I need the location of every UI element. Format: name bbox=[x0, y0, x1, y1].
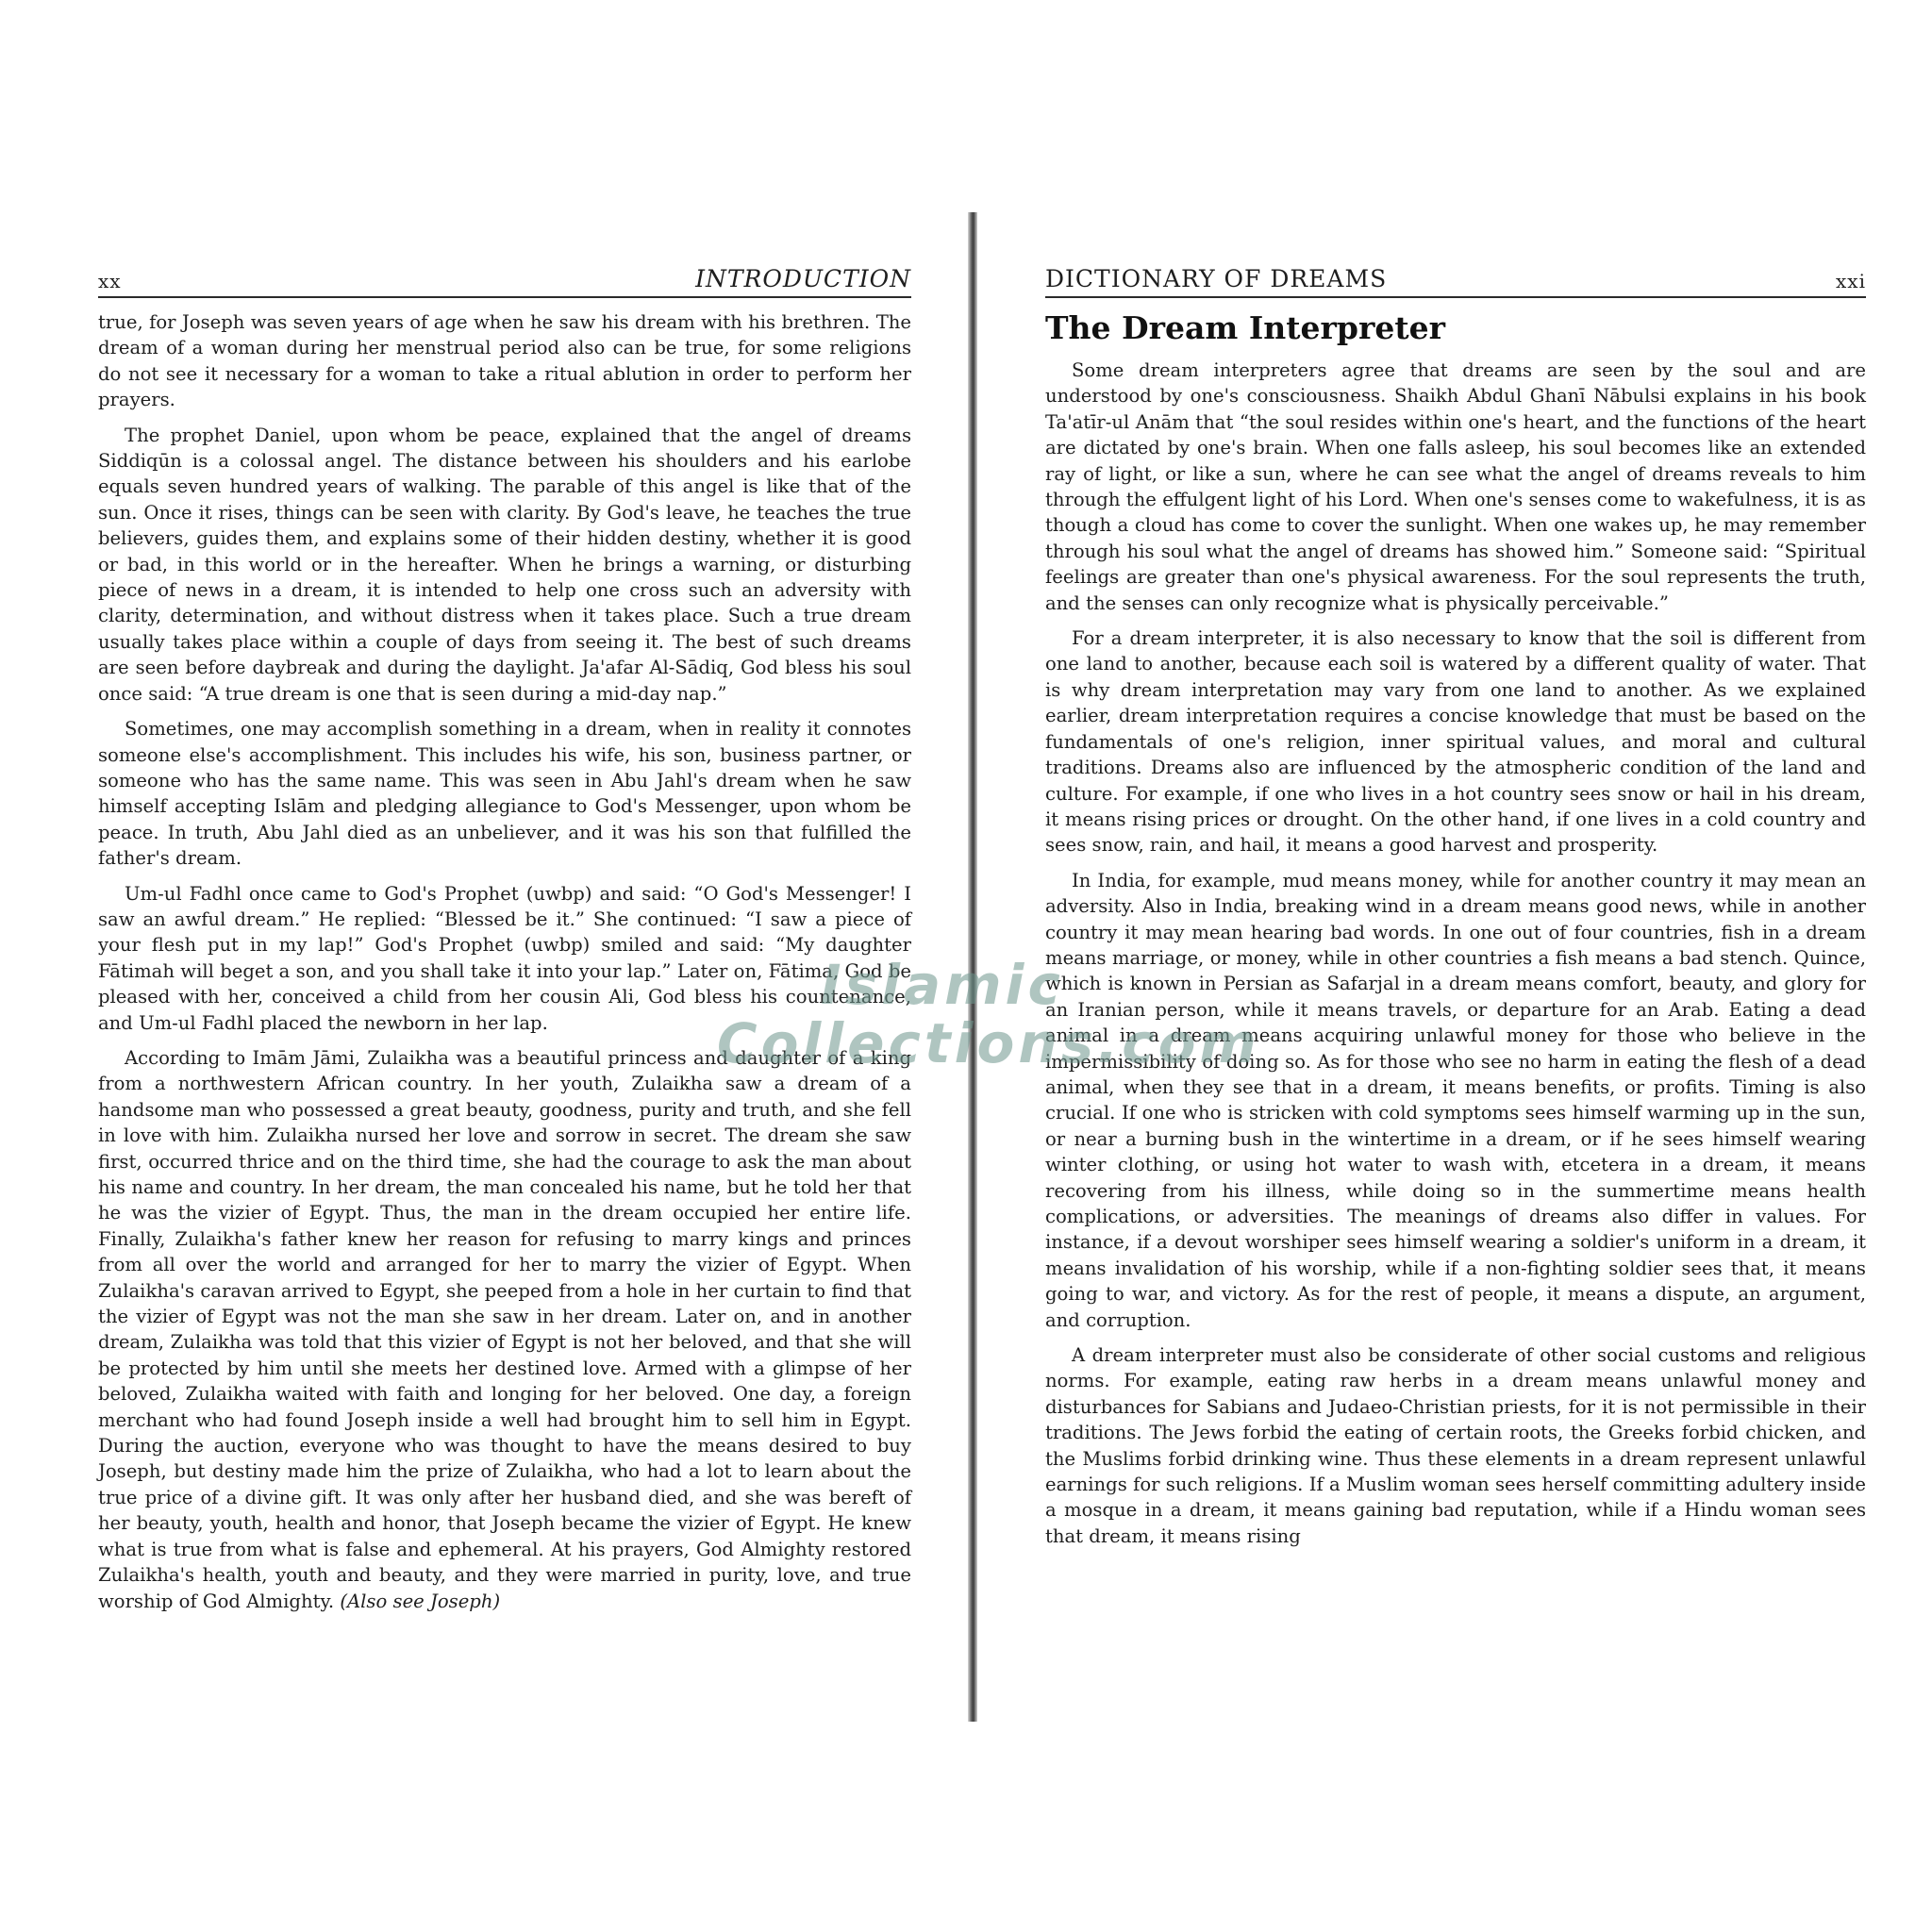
right-paragraph: A dream interpreter must also be considerate of other social customs and religious norms. For example, eating raw herbs in a dream means unlawful money and disturbances for Sabians and Judaeo-Christian priests, for it is not permissible in their traditions. The Jews forbid the eating of certain roots, the Greeks forbid chicken, and the Muslims forbid drinking wine. Thus these elements in a dream represent unlawful earnings for such religions. If a Muslim woman sees herself committing adultery inside a mosque in a dream, it means gaining bad reputation, while if a Hindu woman sees that dream, it means rising bbox=[1045, 1344, 1866, 1547]
left-running-title: INTRODUCTION bbox=[695, 265, 911, 292]
right-paragraph: For a dream interpreter, it is also necessary to know that the soil is different from one land to another, because each soil is watered by a different quality of water. That is why dream interpretation may vary from one land to another. As we explained earlier, dream interpretation requires a concise knowledge that must be based on the fundamentals of one's religion, inner spiritual values, and moral and cultural traditions. Dreams also are influenced by the atmospheric condition of the land and culture. For example, if one who lives in a hot country sees snow or hail in his dream, it means rising prices or drought. On the other hand, if one lives in a cold country and sees snow, rain, and hail, it means a good harvest and prosperity. bbox=[1045, 627, 1866, 857]
section-title: The Dream Interpreter bbox=[1045, 309, 1445, 346]
left-paragraph-last bbox=[98, 1045, 911, 1614]
left-paragraph: The prophet Daniel, upon whom be peace, explained that the angel of dreams Siddiqūn is a colossal angel. The distance between his shoulders and his earlobe equals seven hundred years of walking. The parable of this angel is like that of the sun. Once it rises, things can be seen with clarity. By God's leave, he teaches the true believers, guides them, and explains some of their hidden destiny, whether it is good or bad, in this world or in the hereafter. When he brings a warning, or disturbing piece of news in a dream, it is intended to help one cross such an adversity with clarity, determination, and without distress when it takes place. Such a true dream usually takes place within a couple of days from seeing it. The best of such dreams are seen before daybreak and during the daylight. Ja'afar Al-Sādiq, God bless his soul once said: “A true dream is one that is seen during a mid-day nap.” bbox=[98, 424, 911, 705]
right-page bbox=[1045, 255, 1866, 1558]
left-paragraph: true, for Joseph was seven years of age when he saw his dream with his brethren. The dream of a woman during her menstrual period also can be true, for some religions do not see it necessary for a woman to take a ritual ablution in order to perform her prayers. bbox=[98, 311, 911, 411]
book-gutter bbox=[968, 212, 977, 1722]
right-page-number: xxi bbox=[1836, 270, 1866, 292]
watermark-line-2: Collections.com bbox=[717, 1011, 1260, 1075]
zulaikha-paragraph-text: According to Imām Jāmi, Zulaikha was a beautiful princess and daughter of a king from a northwestern African country. In her youth, Zulaikha saw a dream of a handsome man who possessed a great beauty, goodness, purity and truth, and she fell in love with him. Zulaikha nursed her love and sorrow in secret. The dream she saw first, occurred thrice and on the third time, she had the courage to ask the man about his name and country. In her dream, the man concealed his name, but he told her that he was the vizier of Egypt. Thus, the man in the dream occupied her entire life. Finally, Zulaikha's father knew her reason for refusing to marry kings and princes from all over the world and arranged for her to marry the vizier of Egypt. When Zulaikha's caravan arrived to Egypt, she peeped from a hole in her curtain to find that the vizier of Egypt was not the man she saw in her dream. Later on, and in another dream, Zulaikha was told that this vizier of Egypt is not her beloved, and that she will be protected by him until she meets her destined love. Armed with a glimpse of her beloved, Zulaikha waited with faith and longing for her beloved. One day, a foreign merchant who had found Joseph inside a well had brought him to sell him in Egypt. During the auction, everyone who was thought to have the means desired to buy Joseph, but destiny made him the prize of Zulaikha, who had a lot to learn about the true price of a divine gift. It was only after her husband died, and she was bereft of her beauty, youth, health and honor, that Joseph became the vizier of Egypt. He knew what is true from what is false and ephemeral. At his prayers, God Almighty restored Zulaikha's health, youth and beauty, and they were married in purity, love, and true worship of God Almighty. bbox=[98, 1046, 911, 1612]
left-running-head bbox=[98, 255, 911, 298]
right-paragraph: In India, for example, mud means money, while for another country it may mean an adversity. Also in India, breaking wind in a dream means good news, while in another country it may mean hearing bad words. In one out of four countries, fish in a dream means marriage, or money, while in other countries a fish means a bad stench. Quince, which is known in Persian as Safarjal in a dream means comfort, beauty, and glory for an Iranian person, while it means travels, or departure for an Arab. Eating a dead animal in a dream means acquiring unlawful money for those who believe in the impermissibility of doing so. As for those who see no harm in eating the flesh of a dead animal, when they see that in a dream, it means benefits, or profits. Timing is also crucial. If one who is stricken with cold symptoms sees himself warming up in the sun, or near a burning bush in the wintertime in a dream, or if he sees himself wearing winter clothing, or using hot water to wash with, etcetera in a dream, it means recovering from his illness, while doing so in the summertime means health complications, or adversities. The meanings of dreams also differ in values. For instance, if a devout worshiper sees himself wearing a soldier's uniform in a dream, it means invalidation of his worship, while if a non-fighting soldier sees that, it means going to war, and victory. As for the rest of people, it means a dispute, an argument, and corruption. bbox=[1045, 869, 1866, 1331]
right-running-title: DICTIONARY OF DREAMS bbox=[1045, 265, 1388, 292]
left-paragraph: Sometimes, one may accomplish something in a dream, when in reality it connotes someone else's accomplishment. This includes his wife, his son, business partner, or someone who has the same name. This was seen in Abu Jahl's dream when he saw himself accepting Islām and pledging allegiance to God's Messenger, upon whom be peace. In truth, Abu Jahl died as an unbeliever, and it was his son that fulfilled the father's dream. bbox=[98, 718, 911, 870]
left-page bbox=[98, 255, 911, 1624]
right-running-head bbox=[1045, 255, 1866, 298]
watermark-line-1: Islamic bbox=[821, 953, 1064, 1017]
left-page-number: xx bbox=[98, 270, 122, 292]
right-paragraph: Some dream interpreters agree that dreams are seen by the soul and are understood by one's consciousness. Shaikh Abdul Ghanī Nābulsi explains in his book Ta'atīr-ul Anām that “the soul resides within one's heart, and the functions of the heart are dictated by one's brain. When one falls asleep, his soul becomes like an extended ray of light, or like a sun, where he can see what the angel of dreams reveals to him through the effulgent light of his Lord. When one's senses come to wakefulness, it is as though a cloud has come to cover the sunlight. When one wakes up, he may remember through his soul what the angel of dreams has showed him.” Someone said: “Spiritual feelings are greater than one's physical awareness. For the soul represents the truth, and the senses can only recognize what is physically perceivable.” bbox=[1045, 359, 1866, 614]
cross-reference: (Also see Joseph) bbox=[340, 1590, 501, 1612]
left-paragraph: Um-ul Fadhl once came to God's Prophet (uwbp) and said: “O God's Messenger! I saw an awful dream.” He replied: “Blessed be it.” She continued: “I saw a piece of your flesh put in my lap!” God's Prophet (uwbp) smiled and said: “My daughter Fātimah will beget a son, and you shall take it into your lap.” Later on, Fātima, God be pleased with her, conceived a child from her cousin Ali, God bless his countenance, and Um-ul Fadhl placed the newborn in her lap. bbox=[98, 882, 911, 1034]
